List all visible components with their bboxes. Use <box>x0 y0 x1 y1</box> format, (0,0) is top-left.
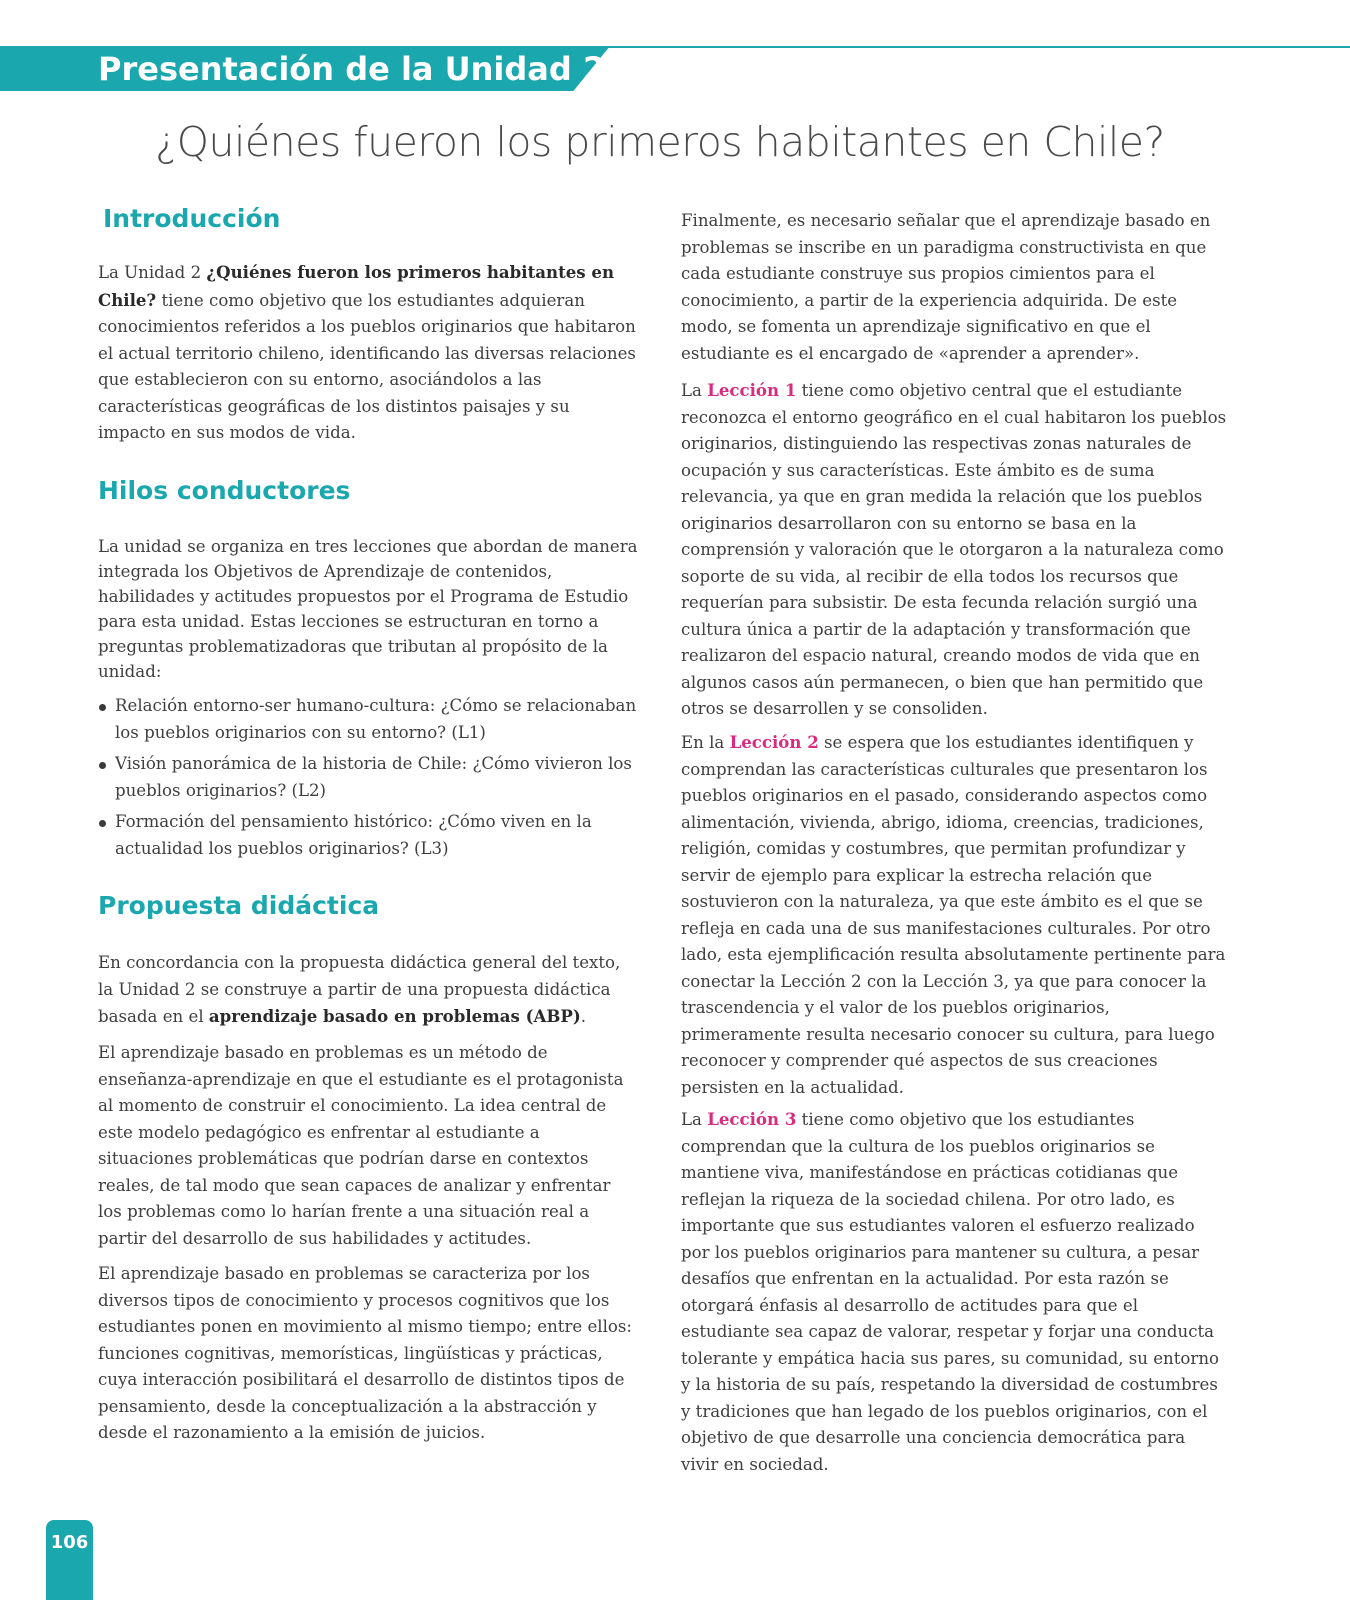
hilos-heading: Hilos conductores <box>98 476 351 505</box>
leccion-2-paragraph: En la Lección 2 se espera que los estudiantes identifiquen y comprendan las características culturales que presentaron los pueblos originarios en el pasado, considerando aspectos como alimentación, vivienda, abrigo, idioma, creencias, tradiciones, religión, comidas y costumbres, que permitan profundizar y servir de ejemplo para explicar la estrecha relación que sostuvieron con la naturaleza, ya que este ámbito es el que se refleja en cada una de sus manifestaciones culturales. Por otro lado, esta ejemplificación resulta absolutamente pertinente para conectar la Lección 2 con la Lección 3, ya que para conocer la trascendencia y el valor de los pueblos originarios, primeramente resulta necesario conocer su cultura, para luego reconocer y comprender qué aspectos de sus creaciones persisten en la actualidad. <box>681 732 1226 1097</box>
hilos-paragraph: La unidad se organiza en tres lecciones que abordan de manera integrada los Objetivos de Aprendizaje de contenidos, habilidades y actitudes propuestos por el Programa de Estudio para esta unidad. Estas lecciones se estructuran en torno a preguntas problematizadoras que tributan al propósito de la unidad: <box>98 537 638 681</box>
leccion-3-label: Lección 3 <box>707 1109 797 1129</box>
propuesta-paragraph-2: El aprendizaje basado en problemas es un método de enseñanza-aprendizaje en que el estudiante es el protagonista al momento de construir el conocimiento. La idea central de este modelo pedagógico es enfrentar al estudiante a situaciones problemáticas que podrían darse en contextos reales, de tal modo que sean capaces de analizar y enfrentar los problemas como lo harían frente a una situación real a partir del desarrollo de sus habilidades y actitudes. <box>98 1043 624 1248</box>
propuesta-paragraph-1: En concordancia con la propuesta didáctica general del texto, la Unidad 2 se construye a partir de una propuesta didáctica basada en el aprendizaje basado en problemas (ABP). <box>98 953 621 1026</box>
propuesta-heading: Propuesta didáctica <box>98 891 380 920</box>
page-number: 106 <box>50 1532 89 1553</box>
hilos-bullet-list <box>98 693 643 867</box>
list-item: Formación del pensamiento histórico: ¿Cómo viven en la actualidad los pueblos originarios? (L3) <box>98 809 643 862</box>
leccion-1-label: Lección 1 <box>707 380 797 400</box>
list-item: Visión panorámica de la historia de Chile: ¿Cómo vivieron los pueblos originarios? (L2) <box>98 751 643 804</box>
constructivism-paragraph: Finalmente, es necesario señalar que el aprendizaje basado en problemas se inscribe en un paradigma constructivista en que cada estudiante construye sus propios cimientos para el conocimiento, a partir de la experiencia adquirida. De este modo, se fomenta un aprendizaje significativo en que el estudiante es el encargado de «aprender a aprender». <box>681 211 1211 363</box>
leccion-1-paragraph: La Lección 1 tiene como objetivo central que el estudiante reconozca el entorno geográfico en el cual habitaron los pueblos originarios, distinguiendo las respectivas zonas naturales de ocupación y sus características. Este ámbito es de suma relevancia, ya que en gran medida la relación que los pueblos originarios desarrollaron con su entorno se basa en la comprensión y valoración que le otorgaron a la naturaleza como soporte de su vida, al recibir de ella todos los recursos que requerían para subsistir. De esta fecunda relación surgió una cultura única a partir de la adaptación y transformación que realizaron del espacio natural, creando modos de vida que en algunos casos aún permanecen, o bien que han permitido que otros se desarrollen y se consoliden. <box>681 380 1227 718</box>
page-title: ¿Quiénes fueron los primeros habitantes en Chile? <box>155 118 1165 166</box>
list-item: Relación entorno-ser humano-cultura: ¿Cómo se relacionaban los pueblos originarios con su entorno? (L1) <box>98 693 643 746</box>
propuesta-paragraph-3: El aprendizaje basado en problemas se caracteriza por los diversos tipos de conocimiento y procesos cognitivos que los estudiantes ponen en movimiento al mismo tiempo; entre ellos: funciones cognitivas, memorísticas, lingüísticas y prácticas, cuya interacción posibilitará el desarrollo de distintos tipos de pensamiento, desde la conceptualización a la abstracción y desde el razonamiento a la emisión de juicios. <box>98 1264 633 1442</box>
leccion-3-paragraph: La Lección 3 tiene como objetivo que los estudiantes comprendan que la cultura de los pueblos originarios se mantiene viva, manifestándose en prácticas cotidianas que reflejan la riqueza de la sociedad chilena. Por otro lado, es importante que sus estudiantes valoren el esfuerzo realizado por los pueblos originarios para mantener su cultura, a pesar desafíos que enfrentan en la actualidad. Por esta razón se otorgará énfasis al desarrollo de actitudes para que el estudiante sea capaz de valorar, respetar y forjar una conducta tolerante y empática hacia sus pares, su comunidad, su entorno y la historia de su país, respetando la diversidad de costumbres y tradiciones que han legado de los pueblos originarios, con el objetivo de que desarrolle una conciencia democrática para vivir en sociedad. <box>681 1109 1220 1474</box>
intro-paragraph: La Unidad 2 ¿Quiénes fueron los primeros habitantes en Chile? tiene como objetivo que los estudiantes adquieran conocimientos referidos a los pueblos originarios que habitaron el actual territorio chileno, identificando las diversas relaciones que establecieron con su entorno, asociándolos a las características geográficas de los distintos paisajes y su impacto en sus modos de vida. <box>98 262 636 442</box>
leccion-2-label: Lección 2 <box>729 732 819 752</box>
intro-heading: Introducción <box>103 204 281 233</box>
unit-title: Presentación de la Unidad 2 <box>98 50 606 88</box>
